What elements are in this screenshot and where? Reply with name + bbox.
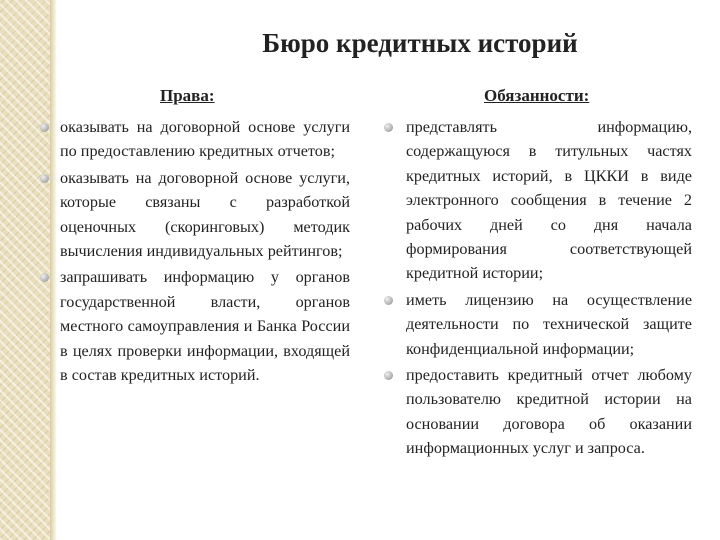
duties-heading: Обязанности: (484, 86, 590, 105)
rights-heading: Права: (160, 86, 215, 105)
list-item-text: иметь лицензию на осуществление деятельности по технической защите конфиденциальной информации; (406, 290, 692, 358)
rights-list (60, 115, 350, 389)
bullet-icon (384, 371, 393, 380)
bullet-icon (384, 296, 393, 305)
list-item-text: предоставить кредитный отчет любому пользователю кредитной истории на основании договора об оказании информационных услуг и запроса. (406, 366, 692, 458)
duties-list (406, 115, 692, 463)
slide-title: Бюро кредитных историй (262, 28, 578, 58)
list-item (406, 115, 692, 286)
bullet-icon (40, 174, 49, 183)
list-item (406, 288, 692, 361)
bullet-icon (40, 123, 49, 132)
stripe-edge-divider (50, 0, 57, 540)
list-item-text: представлять информацию, содержащуюся в титульных частях кредитных историй, в ЦККИ в виде электронного сообщения в течение 2 рабочих дней со дня начала формирования соответствующей кредитной истории; (406, 118, 692, 283)
list-item (60, 265, 350, 387)
decorative-side-stripe (0, 0, 50, 540)
list-item (60, 166, 350, 264)
list-item (406, 363, 692, 461)
bullet-icon (384, 123, 393, 132)
list-item-text: оказывать на договорной основе услуги, которые связаны с разработкой оценочных (скоринговых) методик вычисления индивидуальных рейтингов; (60, 168, 350, 261)
list-item-text: оказывать на договорной основе услуги по предоставлению кредитных отчетов; (60, 118, 350, 161)
list-item-text: запрашивать информацию у органов государственной власти, органов местного самоуправления и Банка России в целях проверки информации, входящей в состав кредитных историй. (60, 268, 350, 385)
list-item (60, 115, 350, 164)
